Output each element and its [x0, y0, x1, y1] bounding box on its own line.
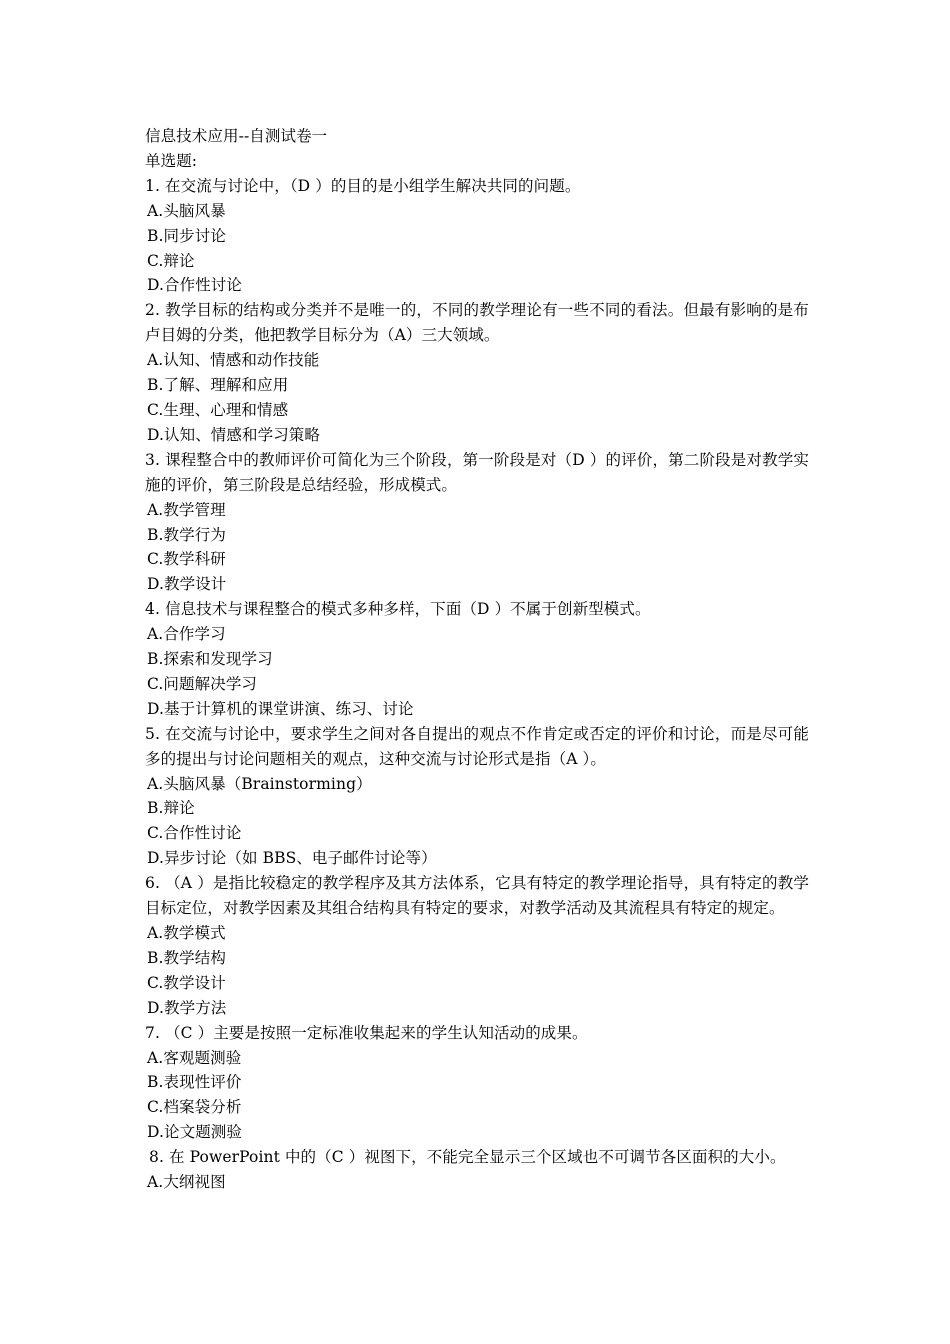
question-4	[145, 597, 809, 722]
option-d: D.论文题测验	[147, 1123, 243, 1142]
option-a: A.合作学习	[147, 625, 226, 644]
option-a: A.头脑风暴	[147, 201, 226, 220]
option-b: B.了解、理解和应用	[147, 376, 289, 395]
option-b: B.同步讨论	[147, 226, 226, 245]
option-d: D.异步讨论（如 BBS、电子邮件讨论等）	[147, 849, 437, 868]
document-body	[145, 124, 809, 1195]
option-c: C.教学科研	[147, 550, 226, 569]
option-b: B.探索和发现学习	[147, 650, 273, 669]
question-text: 8. 在 PowerPoint 中的（C ）视图下，不能完全显示三个区域也不可调节各区面积的大小。	[149, 1148, 786, 1167]
question-text: 7. （C ）主要是按照一定标准收集起来的学生认知活动的成果。	[145, 1023, 588, 1042]
option-a: A.大纲视图	[147, 1173, 226, 1192]
question-text: 3. 课程整合中的教师评价可简化为三个阶段，第一阶段是对（D ）的评价，第二阶段是对教学实施的评价，第三阶段是总结经验，形成模式。	[145, 450, 809, 494]
question-8	[145, 1145, 809, 1195]
document-title: 信息技术应用--自测试卷一	[145, 127, 328, 145]
question-text: 2. 教学目标的结构或分类并不是唯一的，不同的教学理论有一些不同的看法。但最有影响的是布卢目姆的分类，他把教学目标分为（A）三大领域。	[145, 301, 809, 345]
option-c: C.辩论	[147, 251, 195, 270]
question-5	[145, 722, 809, 871]
option-d: D.教学方法	[147, 998, 227, 1017]
option-c: C.问题解决学习	[147, 674, 258, 693]
option-b: B.教学行为	[147, 525, 226, 544]
question-7	[145, 1021, 809, 1146]
option-c: C.教学设计	[147, 973, 226, 992]
option-a: A.教学管理	[147, 500, 226, 519]
question-3	[145, 448, 809, 597]
question-text: 5. 在交流与讨论中，要求学生之间对各自提出的观点不作肯定或否定的评价和讨论，而是尽可能多的提出与讨论问题相关的观点，这种交流与讨论形式是指（A ）。	[145, 724, 809, 768]
section-heading: 单选题:	[145, 151, 198, 170]
option-c: C.档案袋分析	[147, 1098, 242, 1117]
option-a: A.头脑风暴（Brainstorming）	[147, 774, 372, 793]
question-text: 1. 在交流与讨论中，（D ）的目的是小组学生解决共同的问题。	[145, 176, 581, 195]
question-6	[145, 871, 809, 1020]
option-a: A.教学模式	[147, 924, 226, 942]
option-a: A.认知、情感和动作技能	[147, 351, 320, 370]
option-b: B.辩论	[147, 799, 195, 818]
question-2	[145, 298, 809, 447]
option-a: A.客观题测验	[147, 1048, 242, 1067]
option-b: B.教学结构	[147, 948, 226, 967]
option-d: D.认知、情感和学习策略	[147, 425, 321, 444]
question-1	[145, 174, 809, 299]
option-d: D.合作性讨论	[147, 276, 243, 295]
option-c: C.合作性讨论	[147, 824, 242, 843]
option-d: D.基于计算机的课堂讲演、练习、讨论	[147, 699, 414, 718]
question-text: 6. （A ）是指比较稳定的教学程序及其方法体系，它具有特定的教学理论指导，具有特定的教学目标定位，对教学因素及其组合结构具有特定的要求，对教学活动及其流程具有特定的规定。	[145, 874, 809, 918]
option-d: D.教学设计	[147, 575, 227, 594]
option-b: B.表现性评价	[147, 1073, 242, 1092]
option-c: C.生理、心理和情感	[147, 400, 289, 419]
question-text: 4. 信息技术与课程整合的模式多种多样，下面（D ）不属于创新型模式。	[145, 600, 651, 619]
